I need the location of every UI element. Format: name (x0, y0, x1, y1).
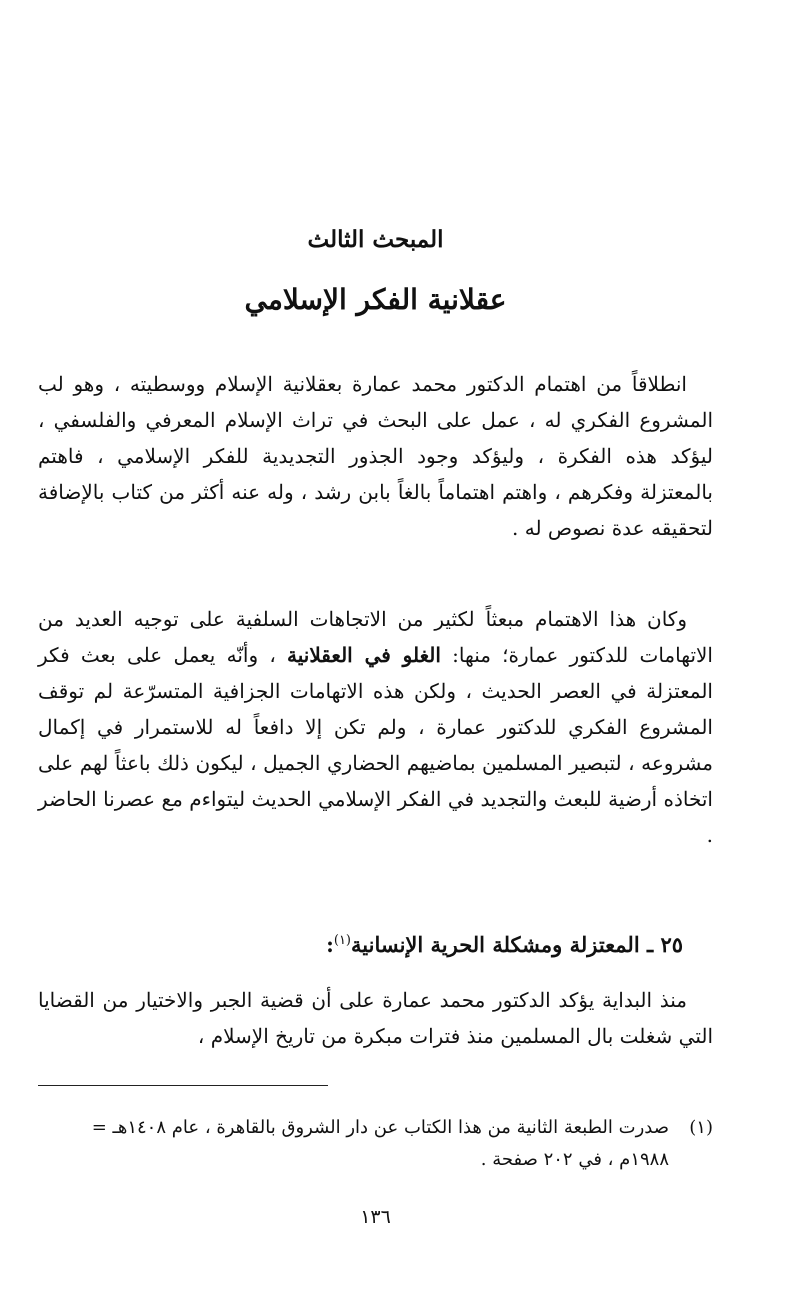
paragraph-intro: انطلاقاً من اهتمام الدكتور محمد عمارة بعقلانية الإسلام ووسطيته ، وهو لب المشروع الفكري له ، عمل على البحث في تراث الإسلام المعرفي والفلسفي ، ليؤكد هذه الفكرة ، وليؤكد وجود الجذور التجديدية للفكر الإسلامي ، فاهتم بالمعتزلة وفكرهم ، واهتم اهتماماً بالغاً بابن رشد ، وله عنه أكثر من كتاب بالإضافة لتحقيقه عدة نصوص له . (38, 372, 713, 540)
footnote-marker: (١) (689, 1117, 713, 1138)
footnote-text: صدرت الطبعة الثانية من هذا الكتاب عن دار الشروق بالقاهرة ، عام ١٤٠٨هـ = ١٩٨٨م ، في ٢٠٢ صفحة . (91, 1117, 669, 1170)
paragraph-criticism-part-2: ، وأنّه يعمل على بعث فكر المعتزلة في العصر الحديث ، ولكن هذه الاتهامات الجزافية المتسرّعة لم توقف المشروع الفكري للدكتور عمارة ، ولم تكن إلا دافعاً له للاستمرار في إكمال مشروعه ، لتبصير المسلمين بماضيهم الحضاري الجميل ، ليكون ذلك باعثاً لهم على اتخاذه أرضية للبعث والتجديد في الفكر الإسلامي الحديث ليتواءم مع عصرنا الحاضر . (38, 643, 713, 847)
page-number: ١٣٦ (360, 1206, 391, 1228)
paragraph-criticism-part-1: وكان هذا الاهتمام مبعثاً لكثير من الاتجاهات السلفية على توجيه العديد من الاتهامات للدكتور عمارة؛ منها: (38, 607, 713, 667)
paragraph-criticism (38, 601, 713, 853)
footnote-divider (38, 1085, 328, 1086)
paragraph-free-will: منذ البداية يؤكد الدكتور محمد عمارة على أن قضية الجبر والاختيار من القضايا التي شغلت بال المسلمين منذ فترات مبكرة من تاريخ الإسلام ، (38, 988, 713, 1048)
footnote (38, 1112, 713, 1176)
subheading-mutazila-freedom (38, 922, 683, 964)
chapter-title: عقلانية الفكر الإسلامي (244, 283, 507, 316)
subheading-text: ٢٥ ـ المعتزلة ومشكلة الحرية الإنسانية (351, 932, 683, 957)
book-page (38, 0, 713, 1296)
subheading-colon: : (326, 932, 334, 957)
footnote-reference: (١) (333, 933, 351, 948)
paragraph-criticism-emphasis: الغلو في العقلانية (287, 643, 441, 667)
section-label: المبحث الثالث (307, 226, 444, 253)
